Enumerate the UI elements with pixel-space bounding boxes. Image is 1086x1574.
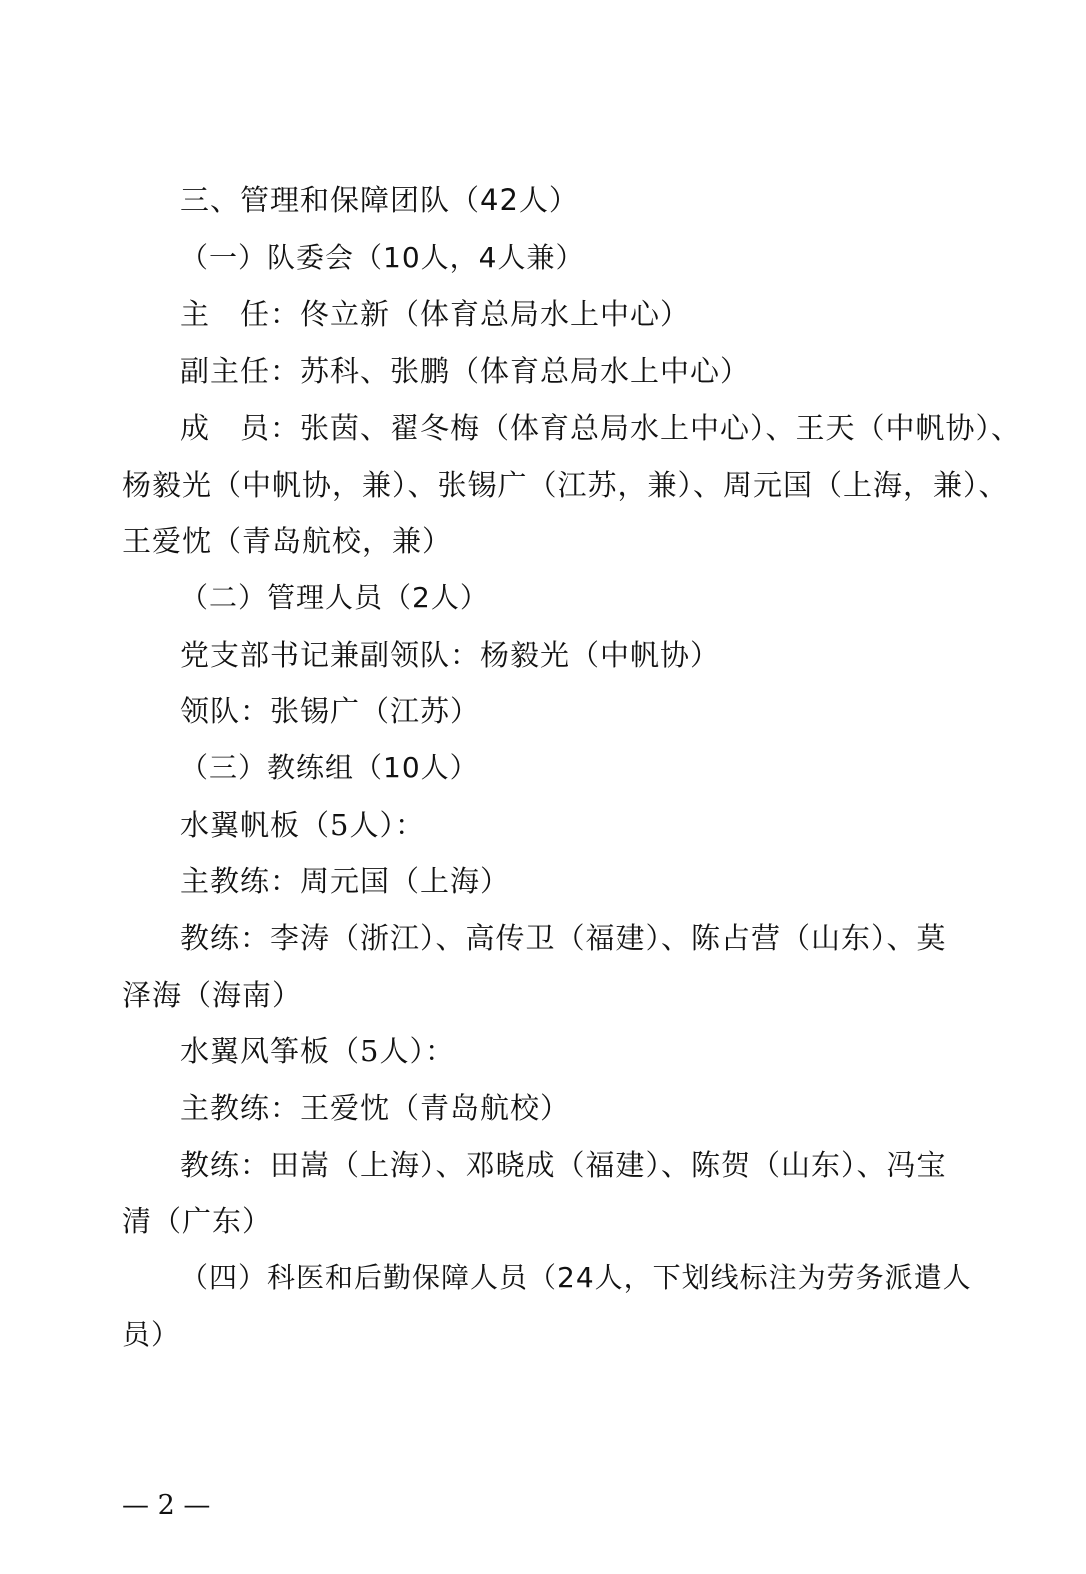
committee-members-line-1: 成 员：张茵、翟冬梅（体育总局水上中心）、王天（中帆协）、 <box>180 411 1022 445</box>
subsection-heading-committee: （一）队委会（10人，4人兼） <box>180 241 585 274</box>
subsection-heading-management: （二）管理人员（2人） <box>180 581 489 614</box>
foil-windsurf-coaches-line-2: 泽海（海南） <box>122 978 303 1012</box>
subsection-heading-support-line-1: （四）科医和后勤保障人员（24人，下划线标注为劳务派遣人 <box>180 1261 972 1294</box>
subsection-heading-support-line-2: 员） <box>122 1318 181 1351</box>
committee-members-line-2: 杨毅光（中帆协，兼）、张锡广（江苏，兼）、周元国（上海，兼）、 <box>122 468 1009 502</box>
committee-members-line-3: 王爱忱（青岛航校，兼） <box>122 524 453 558</box>
foil-kite-head-coach: 主教练：王爱忱（青岛航校） <box>180 1091 571 1125</box>
foil-windsurf-heading: 水翼帆板（5人）： <box>180 808 425 842</box>
foil-kite-coaches-line-1: 教练：田嵩（上海）、邓晓成（福建）、陈贺（山东）、冯宝 <box>180 1148 947 1182</box>
section-heading: 三、管理和保障团队（42人） <box>180 183 579 217</box>
foil-windsurf-coaches-line-1: 教练：李涛（浙江）、高传卫（福建）、陈占营（山东）、莫 <box>180 921 947 955</box>
committee-director: 主 任：佟立新（体育总局水上中心） <box>180 297 691 331</box>
committee-deputy-director: 副主任：苏科、张鹏（体育总局水上中心） <box>180 354 751 388</box>
foil-kite-coaches-line-2: 清（广东） <box>122 1204 273 1238</box>
subsection-heading-coaches: （三）教练组（10人） <box>180 751 479 784</box>
team-leader: 领队：张锡广（江苏） <box>180 694 481 728</box>
foil-windsurf-head-coach: 主教练：周元国（上海） <box>180 864 511 898</box>
party-secretary: 党支部书记兼副领队：杨毅光（中帆协） <box>180 638 721 672</box>
page-number: — 2 — <box>122 1490 211 1521</box>
foil-kite-heading: 水翼风筝板（5人）： <box>180 1034 455 1068</box>
